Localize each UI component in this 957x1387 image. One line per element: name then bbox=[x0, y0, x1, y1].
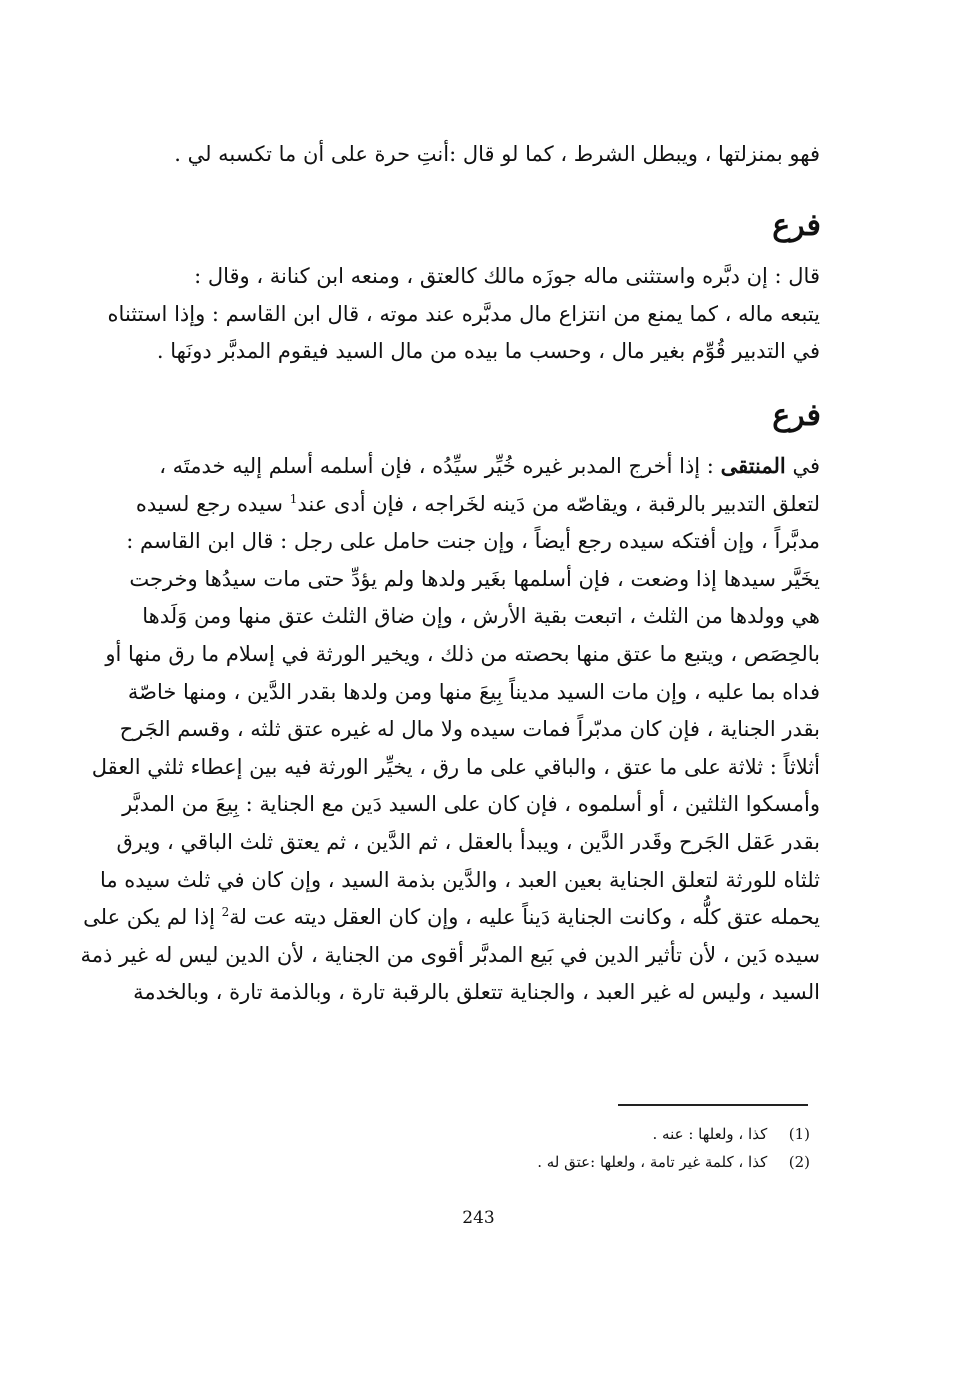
paragraph-line: قال : إن دبَّره واستثنى ماله جوزَه مالك كالعتق ، ومنعه ابن كنانة ، وقال : bbox=[194, 264, 820, 288]
paragraph-line: يتبعه ماله ، كما يمنع من انتزاع مال مدبَّره عند موته ، قال ابن القاسم : وإذا استثناه bbox=[107, 301, 820, 326]
paragraph-line: بقدر الجناية ، فإن كان مدبّراً فمات سيده ولا مال له غيره عتق ثلثه ، وقسم الجَرح bbox=[119, 717, 820, 742]
paragraph-line: يخَيَّر سيدها إذا وضعت ، فإن أسلمها بغَير ولدها ولم يؤدِّ حتى مات سيدُها وخرجت bbox=[129, 566, 820, 591]
section-heading-2: فرع bbox=[772, 398, 821, 433]
paragraph-line: بالحِصَص ، ويتبع ما عتق منها بحصته من ذلك ، ويخير الورثة في إسلام ما رق منها أو bbox=[105, 641, 820, 666]
line-after-ref: سيده رجع لسيده bbox=[135, 491, 284, 516]
footnote-ref-1: 1 bbox=[289, 491, 298, 506]
intro-paragraph bbox=[140, 136, 820, 174]
section-heading-1: فرع bbox=[772, 208, 821, 243]
paragraph-line: وأمسكوا الثلثين ، أو أسلموه ، فإن كان على السيد دَين مع الجناية : بِيعَ من المدبَّر bbox=[122, 792, 820, 817]
paragraph-line bbox=[140, 447, 820, 486]
paragraph-line: هي وولدها من الثلث ، اتبعت بقية الأرش ، وإن ضاق الثلث عتق منها ومن وَلَدها bbox=[142, 604, 820, 629]
footnote-ref-2: 2 bbox=[221, 905, 230, 920]
line-rest: : إذا أخرج المدبر غيره خُيِّر سيِّدُه ، فإن أسلمه أسلم إليه خدمتَه ، bbox=[159, 454, 714, 478]
paragraph-line: السيد ، وليس له غير العبد ، والجناية تتعلق بالرقبة تارة ، وبالذمة تارة ، وبالخدمة bbox=[133, 980, 820, 1005]
paragraph-line bbox=[135, 486, 820, 524]
paragraph-line: سيده دَين ، لأن تأثير الدين في بَيع المدبَّر أقوى من الجناية ، لأن الدين ليس له غير ذمة bbox=[80, 942, 820, 967]
paragraph-line: أثلاثاً : ثلاثة على ما عتق ، والباقي على ما رق ، يخيِّر الورثة فيه بين إعطاء ثلثي العقل bbox=[91, 754, 820, 779]
footnotes bbox=[430, 1120, 810, 1176]
line-before-ref: لتعلق التدبير بالرقبة ، ويقاصّه من دَينه لخَراجه ، فإن أدى عند bbox=[297, 491, 820, 516]
line-prefix: في bbox=[792, 454, 820, 478]
paragraph-line bbox=[83, 899, 820, 937]
line-before-ref: يحمله عتق كلُّه ، وكانت الجناية دَيناً عليه ، وإن كان العقل ديته عت لة bbox=[229, 905, 820, 930]
intro-line: فهو بمنزلتها ، ويبطل الشرط ، كما لو قال :أنتِ حرة على أن ما تكسبه لي . bbox=[174, 142, 820, 166]
paragraph-line: مدبَّراً ، وإن أفتكه سيده رجع أيضاً ، وإن جنت حامل على رجل : قال ابن القاسم : bbox=[126, 529, 820, 554]
page-number: 243 bbox=[462, 1208, 495, 1228]
paragraph-line: ثلثاه للورثة لتعلق الجناية بعين العبد ، والدَّين بذمة السيد ، وإن كان في ثلث سيده ما bbox=[99, 867, 820, 892]
footnote-number: (2) bbox=[788, 1153, 810, 1171]
section2-paragraph bbox=[80, 447, 820, 1012]
paragraph-line: في التدبير قُوِّم بغير مال ، وحسب ما بيده من مال السيد فيقوم المدبَّر دونَها . bbox=[156, 339, 820, 364]
footnote-divider bbox=[618, 1104, 808, 1106]
footnote-number: (1) bbox=[788, 1125, 810, 1143]
line-after-ref: إذا لم يكن على bbox=[83, 905, 215, 930]
footnote-2 bbox=[430, 1148, 810, 1176]
footnote-1 bbox=[430, 1120, 810, 1148]
paragraph-line: فداه بما عليه ، وإن مات السيد مديناً بِيعَ منها ومن ولدها بقدر الدَّين ، ومنها خاصّة bbox=[127, 679, 820, 704]
footnote-text: كذا ، ولعلها : عنه . bbox=[652, 1125, 768, 1143]
paragraph-line: بقدر عَقل الجَرح وقَدر الدَّين ، ويبدأ بالعقل ، ثم الدَّين ، ثم يعتق ثلث الباقي ، ويرق bbox=[116, 829, 820, 854]
section1-paragraph bbox=[107, 258, 820, 371]
footnote-text: كذا ، كلمة غير تامة ، ولعلها :عتق له . bbox=[537, 1153, 768, 1171]
source-title: المنتقى bbox=[720, 453, 786, 478]
